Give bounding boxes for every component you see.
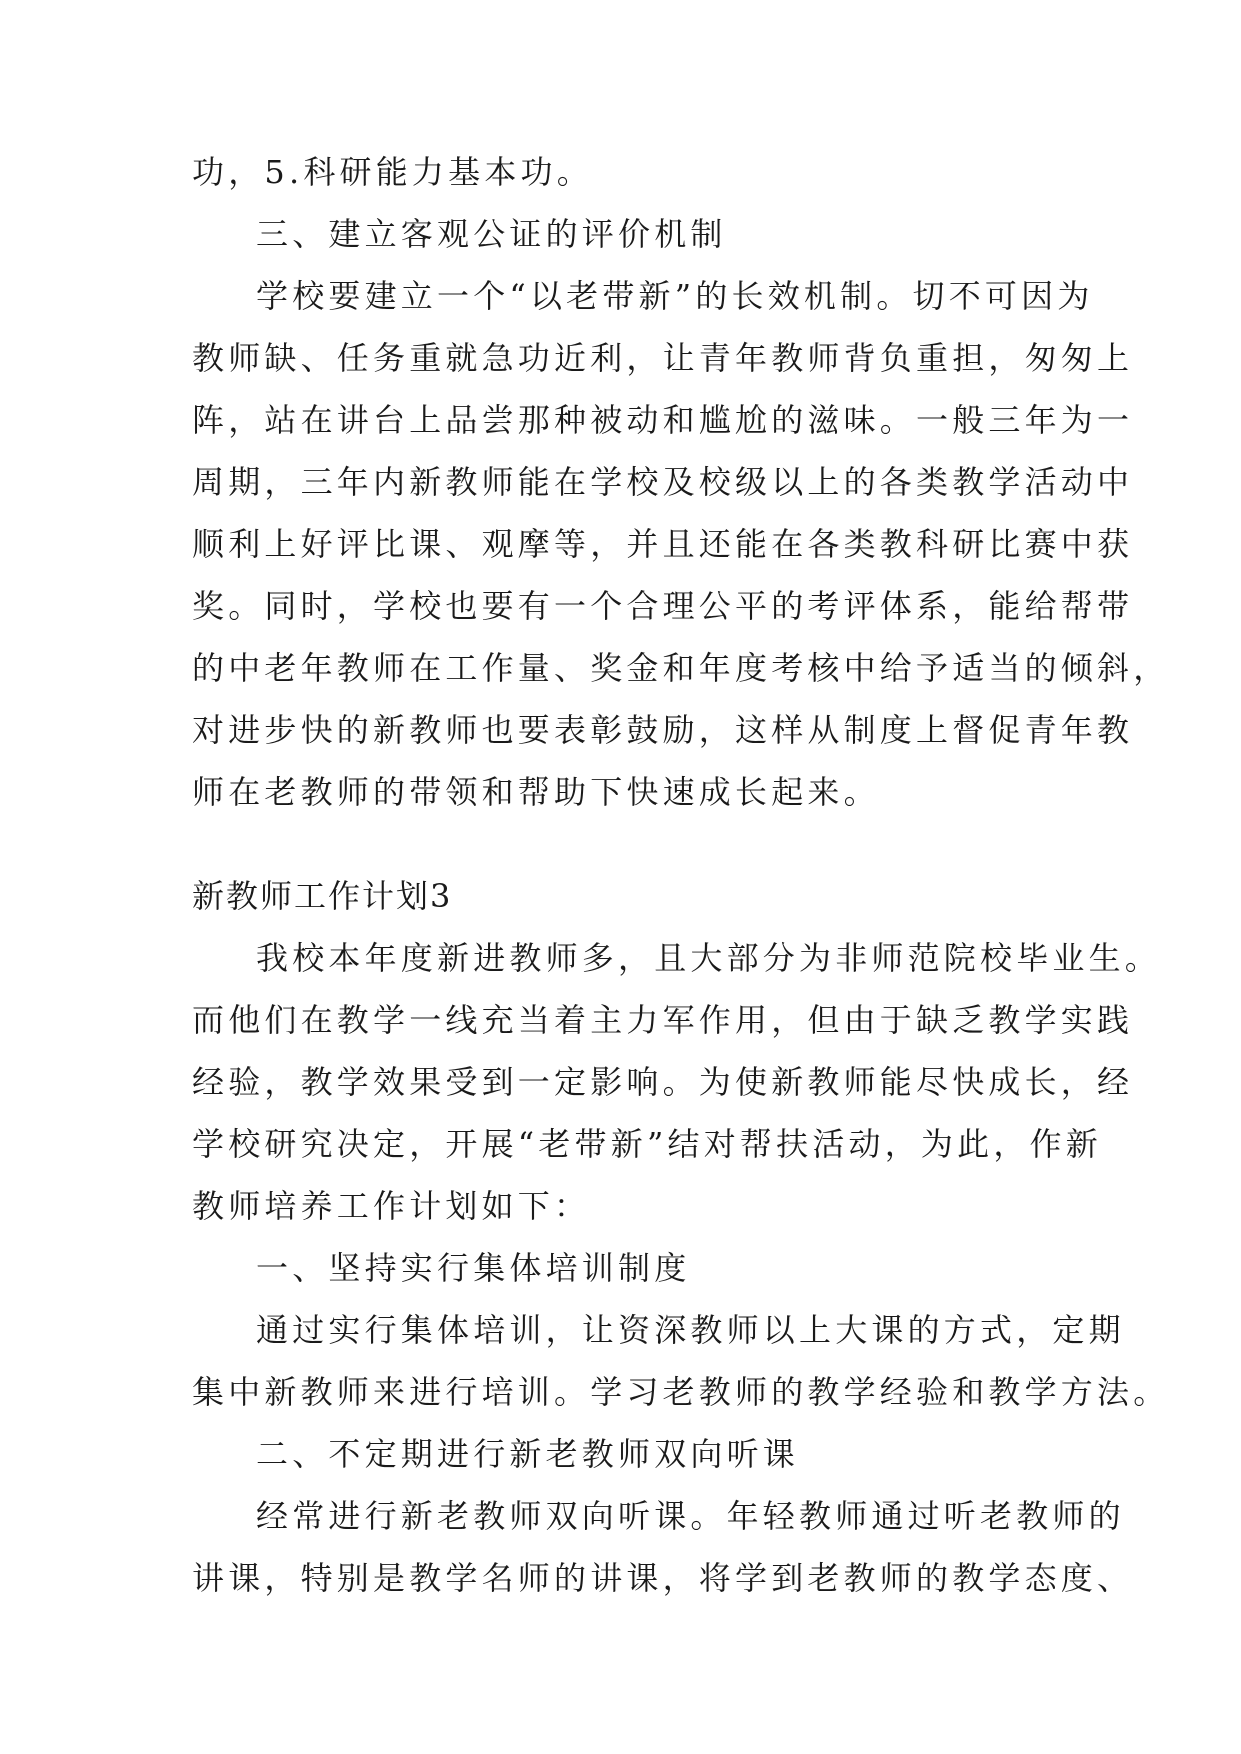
- paragraph-line: 师在老教师的带领和帮助下快速成长起来。: [192, 773, 880, 811]
- paragraph-line: 教师缺、任务重就急功近利，让青年教师背负重担，匆匆上: [192, 339, 1134, 377]
- paragraph-line: 经验，教学效果受到一定影响。为使新教师能尽快成长，经: [192, 1063, 1134, 1101]
- paragraph-line: 奖。同时，学校也要有一个合理公平的考评体系，能给帮带: [192, 587, 1134, 625]
- paragraph-line: 学校研究决定，开展“老带新”结对帮扶活动，为此，作新: [192, 1125, 1102, 1163]
- paragraph-line: 功，5.科研能力基本功。: [192, 153, 593, 191]
- paragraph-line: 的中老年教师在工作量、奖金和年度考核中给予适当的倾斜，: [192, 649, 1170, 687]
- section-heading: 三、建立客观公证的评价机制: [256, 215, 727, 253]
- paragraph-line: 讲课，特别是教学名师的讲课，将学到老教师的教学态度、: [192, 1559, 1134, 1597]
- paragraph-line: 顺利上好评比课、观摩等，并且还能在各类教科研比赛中获: [192, 525, 1134, 563]
- paragraph-line: 教师培养工作计划如下：: [192, 1187, 591, 1225]
- paragraph-line: 我校本年度新进教师多，且大部分为非师范院校毕业生。: [256, 939, 1162, 977]
- paragraph-line: 集中新教师来进行培训。学习老教师的教学经验和教学方法。: [192, 1373, 1170, 1411]
- paragraph-line: 阵，站在讲台上品尝那种被动和尴尬的滋味。一般三年为一: [192, 401, 1134, 439]
- paragraph-line: 经常进行新老教师双向听课。年轻教师通过听老教师的: [256, 1497, 1125, 1535]
- paragraph-line: 通过实行集体培训，让资深教师以上大课的方式，定期: [256, 1311, 1125, 1349]
- paragraph-line: 对进步快的新教师也要表彰鼓励，这样从制度上督促青年教: [192, 711, 1134, 749]
- paragraph-line: 学校要建立一个“以老带新”的长效机制。切不可因为: [256, 277, 1094, 315]
- section-title: 新教师工作计划3: [192, 877, 453, 915]
- paragraph-line: 周期，三年内新教师能在学校及校级以上的各类教学活动中: [192, 463, 1134, 501]
- section-heading: 一、坚持实行集体培训制度: [256, 1249, 691, 1287]
- section-heading: 二、不定期进行新老教师双向听课: [256, 1435, 800, 1473]
- paragraph-line: 而他们在教学一线充当着主力军作用，但由于缺乏教学实践: [192, 1001, 1134, 1039]
